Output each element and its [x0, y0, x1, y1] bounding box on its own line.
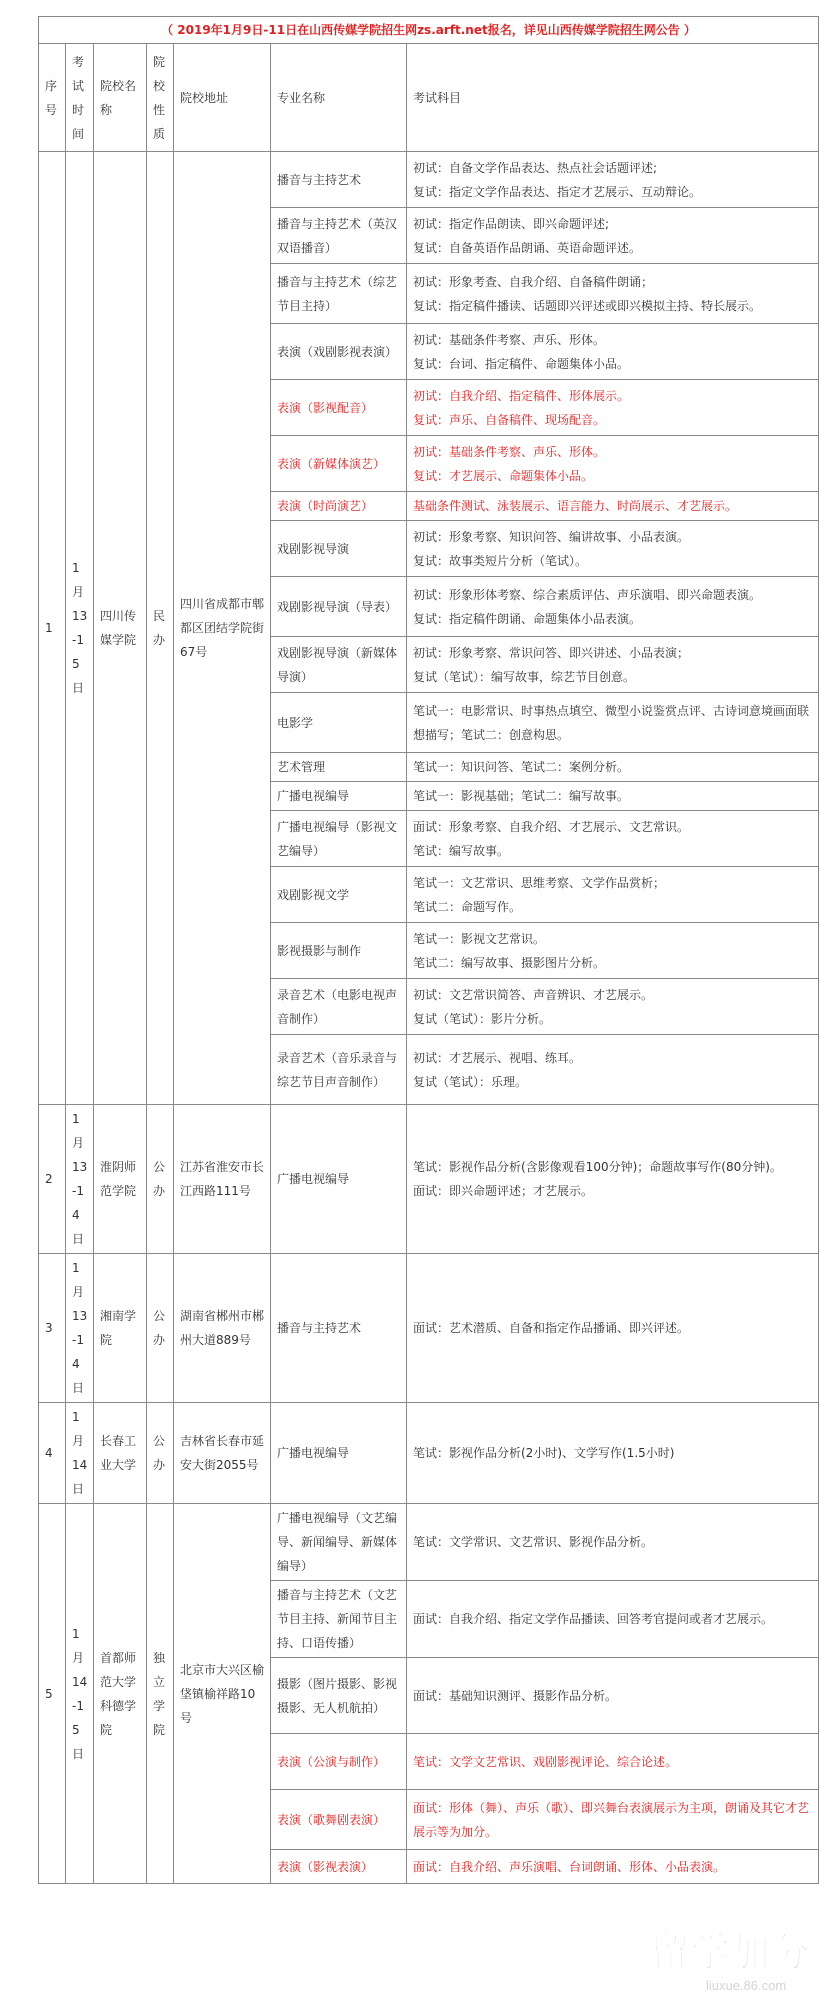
cell-exam-subjects — [407, 1035, 819, 1105]
cell-seq: 1 — [39, 152, 66, 1105]
notice-text: （ 2019年1月9日-11日在山西传媒学院招生网zs.arft.net报名，详见山西传媒学院招生网公告 ） — [39, 17, 819, 44]
cell-school-nature: 公办 — [147, 1403, 174, 1504]
cell-seq: 2 — [39, 1105, 66, 1254]
subject-line: 笔试：文学常识、文艺常识、影视作品分析。 — [413, 1535, 654, 1549]
subject-line: 初试：形象形体考察、综合素质评估、声乐演唱、即兴命题表演。 — [413, 587, 762, 602]
subject-line: 复试（笔试）：影片分析。 — [413, 1011, 552, 1026]
cell-school-nature: 独立学院 — [147, 1504, 174, 1884]
cell-school-nature: 民办 — [147, 152, 174, 1105]
table-row — [39, 152, 819, 208]
watermark-logo — [646, 1920, 833, 2000]
cell-major-name: 录音艺术（电影电视声音制作） — [271, 979, 407, 1035]
cell-exam-subjects — [407, 693, 819, 753]
header-subjects: 考试科目 — [407, 44, 819, 152]
cell-major-name: 表演（影视配音） — [271, 380, 407, 436]
subject-line: 初试：才艺展示、视唱、练耳。 — [413, 1050, 582, 1065]
admissions-table-wrapper — [38, 16, 818, 1884]
subject-line: 复试：声乐、自备稿件、现场配音。 — [413, 412, 606, 427]
cell-school-address: 四川省成都市郫都区团结学院街67号 — [174, 152, 271, 1105]
cell-exam-subjects — [407, 380, 819, 436]
subject-line: 笔试一：影视文艺常识。 — [413, 931, 546, 946]
cell-school-name: 淮阴师范学院 — [94, 1105, 147, 1254]
cell-exam-subjects — [407, 521, 819, 577]
header-school: 院校名称 — [94, 44, 147, 152]
cell-exam-subjects — [407, 1734, 819, 1790]
header-seq: 序号 — [39, 44, 66, 152]
subject-line: 笔试：影视作品分析(2小时)、文学写作(1.5小时) — [413, 1446, 675, 1460]
cell-major-name: 广播电视编导 — [271, 1403, 407, 1504]
subject-line: 面试：艺术潜质、自备和指定作品播诵、即兴评述。 — [413, 1321, 690, 1335]
cell-exam-subjects — [407, 923, 819, 979]
cell-exam-subjects — [407, 492, 819, 521]
subject-line: 初试：基础条件考察、声乐、形体。 — [413, 332, 606, 347]
cell-major-name: 录音艺术（音乐录音与综艺节目声音制作） — [271, 1035, 407, 1105]
subject-line: 面试：自我介绍、声乐演唱、台词朗诵、形体、小品表演。 — [413, 1859, 726, 1874]
cell-major-name: 广播电视编导 — [271, 1105, 407, 1254]
cell-exam-date: 1月13-15日 — [66, 152, 94, 1105]
cell-school-address: 湖南省郴州市郴州大道889号 — [174, 1254, 271, 1403]
cell-major-name: 播音与主持艺术 — [271, 1254, 407, 1403]
cell-exam-subjects — [407, 753, 819, 782]
cell-exam-subjects — [407, 867, 819, 923]
subject-line: 复试：指定稿件播读、话题即兴评述或即兴模拟主持、特长展示。 — [413, 298, 762, 313]
subject-line: 复试：指定文学作品表达、指定才艺展示、互动辩论。 — [413, 184, 702, 199]
cell-school-name: 长春工业大学 — [94, 1403, 147, 1504]
subject-line: 笔试一：电影常识、时事热点填空、微型小说鉴赏点评、古诗词意境画面联想描写；笔试二：创意构思。 — [413, 703, 810, 742]
cell-major-name: 戏剧影视导演（新媒体导演） — [271, 637, 407, 693]
header-major: 专业名称 — [271, 44, 407, 152]
subject-line: 笔试一：知识问答、笔试二：案例分析。 — [413, 760, 630, 774]
cell-major-name: 艺术管理 — [271, 753, 407, 782]
cell-exam-subjects — [407, 1403, 819, 1504]
subject-line: 初试：基础条件考察、声乐、形体。 — [413, 444, 606, 459]
cell-exam-subjects — [407, 1658, 819, 1734]
subject-line: 初试：形象考察、知识问答、编讲故事、小品表演。 — [413, 529, 690, 544]
cell-seq: 4 — [39, 1403, 66, 1504]
cell-major-name: 广播电视编导（文艺编导、新闻编导、新媒体编导） — [271, 1504, 407, 1581]
subject-line: 面试：即兴命题评述；才艺展示。 — [413, 1184, 594, 1198]
cell-exam-subjects — [407, 1790, 819, 1850]
cell-major-name: 播音与主持艺术 — [271, 152, 407, 208]
cell-major-name: 广播电视编导（影视文艺编导） — [271, 811, 407, 867]
cell-exam-date: 1月13-14日 — [66, 1105, 94, 1254]
subject-line: 笔试：文学文艺常识、戏剧影视评论、综合论述。 — [413, 1754, 678, 1769]
cell-exam-date: 1月14日 — [66, 1403, 94, 1504]
cell-exam-subjects — [407, 1105, 819, 1254]
cell-major-name: 戏剧影视导演 — [271, 521, 407, 577]
subject-line: 笔试二：编写故事、摄影图片分析。 — [413, 955, 606, 970]
cell-exam-subjects — [407, 811, 819, 867]
cell-major-name: 表演（新媒体演艺） — [271, 436, 407, 492]
header-date: 考试时间 — [66, 44, 94, 152]
subject-line: 面试：自我介绍、指定文学作品播读、回答考官提问或者才艺展示。 — [413, 1612, 774, 1626]
subject-line: 复试（笔试）：乐理。 — [413, 1074, 528, 1089]
cell-exam-subjects — [407, 1850, 819, 1884]
cell-exam-date: 1月14-15日 — [66, 1504, 94, 1884]
subject-line: 复试：才艺展示、命题集体小品。 — [413, 468, 594, 483]
cell-exam-subjects — [407, 782, 819, 811]
cell-major-name: 播音与主持艺术（文艺节目主持、新闻节目主持、口语传播） — [271, 1581, 407, 1658]
cell-school-address: 北京市大兴区榆垡镇榆祥路10号 — [174, 1504, 271, 1884]
cell-exam-subjects — [407, 1504, 819, 1581]
cell-exam-subjects — [407, 324, 819, 380]
cell-exam-subjects — [407, 264, 819, 324]
subject-line: 笔试二：命题写作。 — [413, 899, 522, 914]
subject-line: 复试：台词、指定稿件、命题集体小品。 — [413, 356, 630, 371]
cell-major-name: 影视摄影与制作 — [271, 923, 407, 979]
watermark-subtext: liuxue.86.com — [706, 1978, 787, 1993]
cell-major-name: 表演（歌舞剧表演） — [271, 1790, 407, 1850]
subject-line: 初试：指定作品朗读、即兴命题评述; — [413, 216, 610, 231]
cell-school-name: 首都师范大学科德学院 — [94, 1504, 147, 1884]
table-row — [39, 1504, 819, 1581]
subject-line: 面试：基础知识测评、摄影作品分析。 — [413, 1688, 618, 1703]
cell-major-name: 表演（时尚演艺） — [271, 492, 407, 521]
subject-line: 复试：指定稿件朗诵、命题集体小品表演。 — [413, 611, 642, 626]
cell-major-name: 摄影（图片摄影、影视摄影、无人机航拍） — [271, 1658, 407, 1734]
cell-exam-subjects — [407, 979, 819, 1035]
cell-school-address: 吉林省长春市延安大街2055号 — [174, 1403, 271, 1504]
cell-seq: 3 — [39, 1254, 66, 1403]
subject-line: 复试：故事类短片分析（笔试）。 — [413, 553, 588, 568]
subject-line: 面试：形体（舞）、声乐（歌）、即兴舞台表演展示为主项，朗诵及其它才艺展示等为加分。 — [413, 1800, 810, 1839]
cell-exam-date: 1月13-14日 — [66, 1254, 94, 1403]
subject-line: 初试：自我介绍、指定稿件、形体展示。 — [413, 388, 630, 403]
cell-major-name: 戏剧影视文学 — [271, 867, 407, 923]
cell-major-name: 表演（公演与制作） — [271, 1734, 407, 1790]
cell-exam-subjects — [407, 436, 819, 492]
header-row — [39, 44, 819, 152]
table-row — [39, 1403, 819, 1504]
cell-seq: 5 — [39, 1504, 66, 1884]
cell-major-name: 电影学 — [271, 693, 407, 753]
watermark-text: 留学加分 — [650, 1931, 810, 1975]
cell-major-name: 广播电视编导 — [271, 782, 407, 811]
cell-exam-subjects — [407, 1254, 819, 1403]
header-nature: 院校性质 — [147, 44, 174, 152]
cell-school-name: 湘南学院 — [94, 1254, 147, 1403]
table-row — [39, 1105, 819, 1254]
cell-exam-subjects — [407, 637, 819, 693]
table-row — [39, 1254, 819, 1403]
cell-major-name: 播音与主持艺术（英汉双语播音） — [271, 208, 407, 264]
cell-school-nature: 公办 — [147, 1105, 174, 1254]
subject-line: 复试：自备英语作品朗诵、英语命题评述。 — [413, 240, 642, 255]
subject-line: 初试：自备文学作品表达、热点社会话题评述; — [413, 160, 658, 175]
subject-line: 初试：形象考察、常识问答、即兴讲述、小品表演； — [413, 645, 690, 660]
admissions-table — [38, 16, 819, 1884]
cell-school-nature: 公办 — [147, 1254, 174, 1403]
cell-major-name: 表演（戏剧影视表演） — [271, 324, 407, 380]
cell-exam-subjects — [407, 152, 819, 208]
cell-major-name: 表演（影视表演） — [271, 1850, 407, 1884]
cell-exam-subjects — [407, 208, 819, 264]
notice-row — [39, 17, 819, 44]
cell-exam-subjects — [407, 1581, 819, 1658]
subject-line: 面试：形象考察、自我介绍、才艺展示、文艺常识。 — [413, 819, 690, 834]
subject-line: 初试：形象考查、自我介绍、自备稿件朗诵； — [413, 274, 654, 289]
subject-line: 笔试：影视作品分析(含影像观看100分钟)；命题故事写作(80分钟)。 — [413, 1160, 782, 1174]
cell-school-address: 江苏省淮安市长江西路111号 — [174, 1105, 271, 1254]
cell-major-name: 播音与主持艺术（综艺节目主持） — [271, 264, 407, 324]
header-address: 院校地址 — [174, 44, 271, 152]
subject-line: 初试：文艺常识简答、声音辨识、才艺展示。 — [413, 987, 654, 1002]
subject-line: 笔试一：文艺常识、思维考察、文学作品赏析； — [413, 875, 666, 890]
subject-line: 基础条件测试、泳装展示、语言能力、时尚展示、才艺展示。 — [413, 499, 738, 513]
subject-line: 复试（笔试）：编写故事，综艺节目创意。 — [413, 669, 636, 684]
cell-exam-subjects — [407, 577, 819, 637]
cell-school-name: 四川传媒学院 — [94, 152, 147, 1105]
cell-major-name: 戏剧影视导演（导表） — [271, 577, 407, 637]
subject-line: 笔试一：影视基础；笔试二：编写故事。 — [413, 789, 630, 803]
subject-line: 笔试：编写故事。 — [413, 843, 510, 858]
